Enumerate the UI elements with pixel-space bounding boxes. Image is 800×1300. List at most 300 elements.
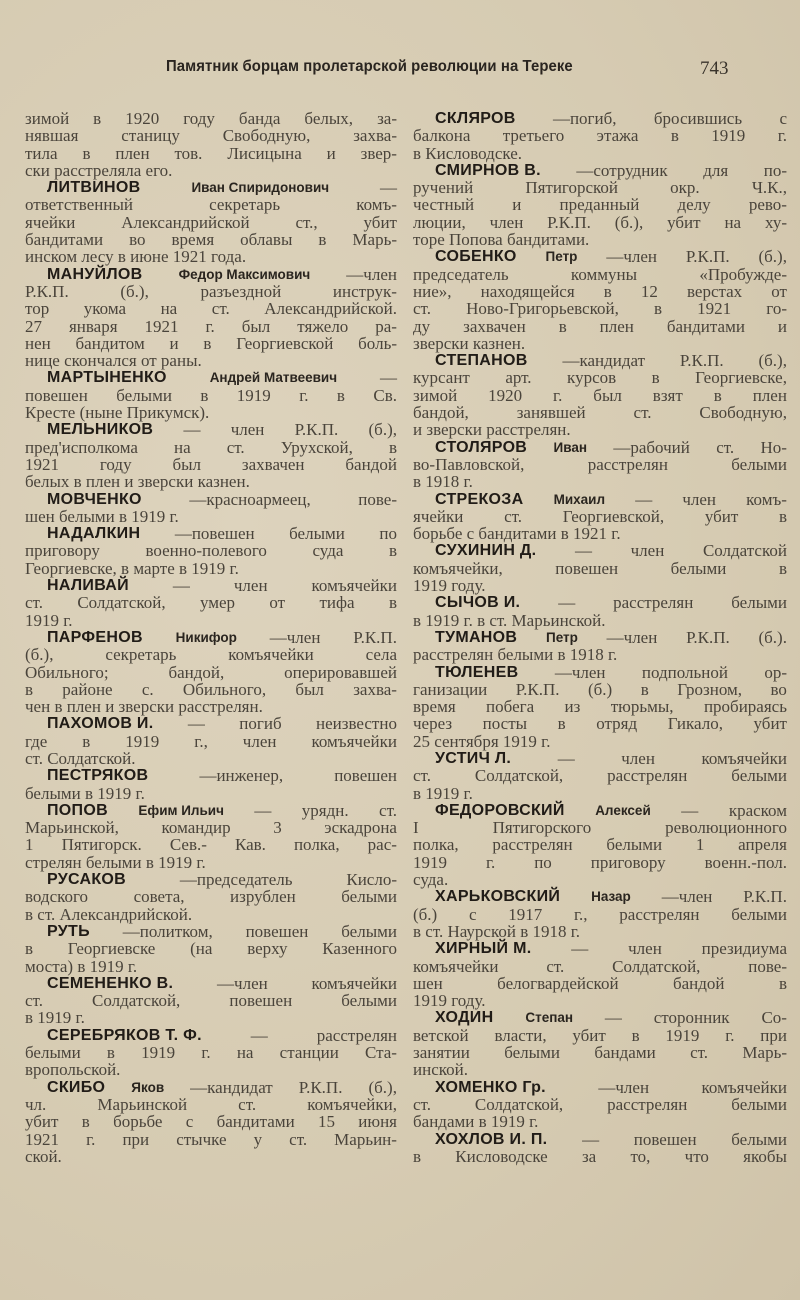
word: ра-: [375, 316, 397, 336]
word: пове-: [358, 489, 397, 509]
entry: [25, 802, 397, 871]
word: взят: [652, 385, 683, 405]
text-line: [413, 1079, 787, 1096]
word: Р.К.П.: [685, 247, 730, 267]
line-text: —кандидат: [190, 1077, 273, 1097]
word: был: [593, 385, 622, 405]
word: Кисловодске: [455, 1146, 548, 1166]
text-line: [25, 664, 397, 681]
word: убит: [753, 714, 787, 734]
word: облавы: [240, 230, 293, 250]
word: командир: [161, 818, 231, 838]
text-line: [413, 525, 787, 542]
text-line: [25, 888, 397, 905]
word: стычке: [176, 1129, 227, 1149]
line-text: инском лесу в июне 1921 года.: [25, 247, 247, 267]
line-text: ст.: [25, 991, 43, 1011]
word: был: [172, 454, 202, 474]
text-line: [25, 456, 397, 473]
text-line: [25, 836, 397, 853]
word: с: [468, 904, 477, 924]
entry-name: РУТЬ: [47, 922, 90, 940]
line-text: время: [413, 697, 456, 717]
text-line: [25, 1113, 397, 1130]
entry: [25, 491, 397, 526]
entry: [25, 975, 397, 1027]
word: в: [336, 385, 345, 405]
word: (б.): [587, 679, 613, 699]
word: якобы: [743, 1146, 787, 1166]
word: Но-: [760, 437, 787, 457]
word: член: [489, 212, 524, 232]
text-line: [413, 473, 787, 490]
line-text: —председатель: [179, 870, 293, 890]
line-text: в Кисловодске.: [413, 143, 522, 163]
word: Свободную,: [222, 126, 311, 146]
word: станицу: [121, 126, 180, 146]
text-line: [413, 992, 787, 1009]
word: комъячейки: [311, 731, 397, 751]
text-line: [25, 733, 397, 750]
line-text: 1919 году.: [413, 991, 486, 1011]
line-text: чен в плен и зверски расстрелян.: [25, 697, 263, 717]
word: 1919: [236, 385, 271, 405]
entry-given-name: Никифор: [175, 629, 237, 645]
entry: [413, 1079, 787, 1131]
word: Ч.К.,: [751, 178, 787, 198]
text-line: [413, 421, 787, 438]
text-line: [413, 681, 787, 698]
word: из: [564, 697, 581, 717]
text-line: [25, 352, 397, 369]
word: и: [777, 316, 787, 336]
line-text: и зверски расстрелян.: [413, 420, 571, 440]
word: расстрелян: [587, 454, 668, 474]
word: Кисло-: [346, 870, 397, 890]
word: ст.: [289, 1129, 308, 1149]
word: за: [581, 1146, 597, 1166]
word: Георгиевске: [67, 939, 156, 959]
text-line: [25, 975, 397, 992]
word: в: [653, 299, 663, 319]
line-text: —политком,: [122, 921, 213, 941]
word: белогвардейской: [497, 973, 619, 993]
line-text: полка,: [413, 835, 459, 855]
word: Гикало,: [667, 714, 723, 734]
line-text: Кресте (ныне Прикумск).: [25, 403, 210, 423]
word: Пятигорской: [525, 178, 619, 198]
word: расстрелян: [619, 904, 700, 924]
word: убит: [667, 212, 701, 232]
word: убит: [363, 212, 397, 232]
word: банда: [238, 109, 281, 128]
entry-name: СТРЕКОЗА: [435, 490, 524, 508]
line-text: белыми в 1919 г.: [25, 783, 145, 803]
line-text: ганизации: [413, 679, 488, 699]
line-text: в 1919 г. в ст. Марьинской.: [413, 610, 606, 630]
line-text: —: [250, 1025, 268, 1045]
word: по: [379, 524, 397, 544]
word: повешен: [555, 558, 619, 578]
word: комъячейки,: [307, 1094, 397, 1114]
word: у: [253, 1129, 263, 1149]
line-text: —: [187, 714, 205, 734]
word: на: [724, 212, 742, 232]
word: захвачен: [241, 454, 305, 474]
entry: [413, 802, 787, 888]
line-text: —: [380, 178, 397, 198]
word: (б.),: [368, 420, 397, 440]
word: убит: [704, 506, 739, 526]
word: тов.: [174, 143, 203, 163]
word: расстрелян: [492, 835, 573, 855]
word: ст.,: [295, 212, 318, 232]
word: Георгиевской: [236, 333, 334, 353]
line-text: нице скончался от раны.: [25, 351, 202, 371]
word: член: [630, 541, 665, 561]
line-text: ст.: [413, 299, 431, 319]
text-line: [413, 1096, 787, 1113]
line-text: —рабочий: [613, 437, 690, 457]
word: бандой,: [168, 662, 225, 682]
word: Р.К.П.: [679, 351, 724, 371]
word: расстрелян: [316, 1025, 397, 1045]
word: побега: [486, 697, 535, 717]
entry: [25, 767, 397, 802]
text-line: [413, 1009, 787, 1026]
line-text: —инженер,: [199, 766, 284, 786]
word: в: [558, 316, 567, 336]
word: (б.),: [368, 1077, 397, 1097]
word: в: [631, 1025, 640, 1045]
line-text: —член: [661, 887, 713, 907]
word: неизвестно: [316, 714, 397, 734]
word: Р.К.П.: [686, 627, 730, 647]
text-line: [413, 888, 787, 905]
word: «Пробужде-: [699, 264, 787, 284]
line-text: —: [571, 939, 589, 959]
line-text: в ст. Наурской в 1918 г.: [413, 921, 581, 941]
text-line: [25, 1027, 397, 1044]
text-line: [413, 1027, 787, 1044]
line-text: расстрелян белыми в 1918 г.: [413, 645, 618, 665]
text-line: [25, 819, 397, 836]
text-line: [413, 819, 787, 836]
left-column: [25, 110, 397, 1165]
word: в: [203, 333, 212, 353]
line-text: в 1919 г.: [413, 783, 473, 803]
entry-given-name: Назар: [591, 889, 631, 905]
entry: [25, 629, 397, 715]
text-line: [413, 560, 787, 577]
entry-given-name: Иван Спиридонович: [191, 180, 330, 196]
text-line: [413, 508, 787, 525]
word: в: [557, 714, 566, 734]
line-text: 1919 г.: [25, 610, 73, 630]
word: член: [242, 731, 277, 751]
text-line: [25, 750, 397, 767]
line-text: —член: [598, 1077, 650, 1097]
word: белыми: [731, 904, 787, 924]
word: делу: [677, 195, 711, 215]
text-line: [413, 871, 787, 888]
word: повешен: [334, 766, 397, 786]
text-line: [25, 958, 397, 975]
line-text: суда.: [413, 870, 449, 890]
line-text: ст.: [413, 1094, 431, 1114]
text-line: [25, 577, 397, 594]
line-text: в 1919 г.: [25, 1008, 85, 1028]
text-line: [25, 421, 397, 438]
word: погиб: [239, 714, 282, 734]
text-line: [25, 542, 397, 559]
line-text: 27: [25, 316, 42, 336]
entry-name: ФЕДОРОВСКИЙ: [435, 801, 565, 819]
text-line: [413, 162, 787, 179]
word: с: [185, 1112, 194, 1132]
text-line: [25, 525, 397, 542]
line-text: приговору: [25, 541, 100, 561]
text-line: [413, 335, 787, 352]
word: Пятигорск.: [61, 835, 142, 855]
line-text: —кандидат: [562, 351, 646, 371]
text-line: [25, 266, 397, 283]
line-text: —: [379, 368, 397, 388]
word: время: [171, 230, 215, 250]
word: ст.: [690, 1043, 709, 1063]
text-line: [413, 248, 787, 265]
line-text: где: [25, 731, 48, 751]
entry-name: ХОМЕНКО Гр.: [435, 1078, 546, 1096]
text-line: [25, 785, 397, 802]
entry-name: НАДАЛКИН: [47, 525, 141, 543]
word: ст.: [226, 437, 245, 457]
word: 1920: [125, 109, 160, 128]
entry-name: СМИРНОВ В.: [435, 161, 541, 179]
line-text: бандитами: [25, 230, 104, 250]
word: Ста-: [364, 1043, 397, 1063]
word: бандами: [594, 1043, 656, 1063]
word: арт.: [505, 368, 532, 388]
word: комъячейки: [311, 973, 397, 993]
entry: [413, 1009, 787, 1078]
word: в: [93, 109, 102, 128]
word: белых,: [304, 109, 354, 128]
line-text: белыми: [25, 1043, 81, 1063]
entry: [25, 525, 397, 577]
text-line: [413, 836, 787, 853]
text-line: [25, 906, 397, 923]
line-text: —повешен: [174, 524, 255, 544]
word: приговору: [590, 852, 666, 872]
text-line: [25, 214, 397, 231]
entry-name: ПЕСТРЯКОВ: [47, 767, 149, 785]
entry-name: СЫЧОВ И.: [435, 594, 521, 612]
entry-given-name: Иван: [553, 439, 588, 455]
entry: [413, 1131, 787, 1166]
text-line: [25, 854, 397, 871]
line-text: бандами в 1919 г.: [413, 1112, 539, 1132]
word: секретарь: [105, 645, 177, 665]
line-text: в: [25, 939, 34, 959]
text-line: [413, 1113, 787, 1130]
word: во: [770, 679, 787, 699]
line-text: ду: [413, 316, 431, 336]
entry-name: ПОПОВ: [47, 801, 108, 819]
word: комъячейки: [228, 645, 314, 665]
word: курсов: [567, 368, 617, 388]
word: боль-: [358, 333, 397, 353]
word: г.: [299, 385, 309, 405]
line-text: торе Попова бандитами.: [413, 230, 590, 250]
entry: [413, 542, 787, 594]
line-text: ски расстреляла его.: [25, 160, 173, 180]
entry-given-name: Алексей: [595, 802, 651, 818]
line-text: ской.: [25, 1146, 62, 1166]
text-line: [413, 923, 787, 940]
word: в: [82, 143, 91, 163]
text-line: [25, 767, 397, 784]
text-line: [25, 1096, 397, 1113]
line-text: 1921: [25, 454, 59, 474]
line-text: чл.: [25, 1094, 47, 1114]
word: захва-: [353, 126, 397, 146]
text-line: [25, 335, 397, 352]
word: станции: [279, 1043, 339, 1063]
text-line: [413, 577, 787, 594]
text-line: [25, 629, 397, 646]
line-text: —член: [606, 247, 658, 267]
line-text: —член: [606, 627, 658, 647]
line-text: комъячейки,: [413, 558, 503, 578]
word: Марьин-: [334, 1129, 397, 1149]
text-line: [413, 266, 787, 283]
word: тяжело: [297, 316, 349, 336]
word: 15: [317, 1112, 335, 1132]
entry-name: РУСАКОВ: [47, 871, 126, 889]
line-text: люции,: [413, 212, 466, 232]
text-line: [25, 698, 397, 715]
word: в: [81, 1112, 90, 1132]
word: белыми: [731, 593, 787, 613]
word: подпольной: [641, 662, 728, 682]
text-line: [413, 283, 787, 300]
entry-name: МАНУЙЛОВ: [47, 265, 143, 283]
word: эскадрона: [324, 818, 397, 838]
word: г.: [201, 1043, 211, 1063]
line-text: балкона: [413, 126, 471, 146]
word: в: [778, 973, 787, 993]
word: комъячейки: [701, 748, 787, 768]
word: 1: [695, 835, 705, 855]
word: по: [534, 852, 552, 872]
text-line: [25, 992, 397, 1009]
entry: [413, 888, 787, 940]
entry-name: СОБЕНКО: [435, 248, 517, 266]
word: Р.К.П.: [515, 679, 560, 699]
word: 1920: [488, 385, 523, 405]
line-text: —член: [554, 662, 606, 682]
word: г.: [205, 316, 215, 336]
word: Свободную,: [699, 403, 787, 423]
word: села: [365, 645, 397, 665]
word: белыми: [731, 454, 787, 474]
word: расстрелян: [607, 1094, 688, 1114]
word: (б.),: [758, 351, 787, 371]
text-line: [25, 940, 397, 957]
word: Георгиевской,: [562, 506, 665, 526]
line-text: —: [172, 576, 190, 596]
word: борьбе: [113, 1112, 163, 1132]
word: комъ-: [356, 195, 397, 215]
word: окр.: [670, 178, 700, 198]
line-text: ручений: [413, 178, 474, 198]
word: 12: [640, 281, 658, 301]
line-text: 1: [25, 835, 34, 855]
word: Р.К.П.: [743, 887, 787, 907]
text-line: [413, 439, 787, 456]
entry-name: МОВЧЕНКО: [47, 490, 142, 508]
line-text: —: [558, 593, 576, 613]
word: ст.: [238, 1094, 257, 1114]
word: г.,: [573, 904, 588, 924]
entry: [413, 491, 787, 543]
word: рево-: [748, 195, 787, 215]
word: Солдатской: [702, 541, 787, 561]
line-text: пред'исполкома: [25, 437, 138, 457]
entry: [413, 629, 787, 664]
text-line: [413, 940, 787, 957]
word: урядн.: [301, 800, 349, 820]
entry: [413, 352, 787, 438]
entry: [25, 1027, 397, 1079]
text-line: [25, 508, 397, 525]
word: секретарь: [209, 195, 281, 215]
word: в: [318, 230, 327, 250]
word: г.: [86, 1129, 96, 1149]
word: краском: [728, 800, 787, 820]
word: в: [200, 385, 209, 405]
word: коммуны: [570, 264, 638, 284]
word: белыми: [731, 766, 787, 786]
text-line: [413, 854, 787, 871]
text-line: [25, 473, 397, 490]
word: 1919: [711, 126, 746, 146]
text-line: [413, 715, 787, 732]
line-text: —: [681, 800, 699, 820]
text-line: [25, 612, 397, 629]
word: Солдатской,: [92, 991, 181, 1011]
line-text: во-Павловской,: [413, 454, 525, 474]
word: бандитом: [75, 333, 145, 353]
word: убит: [572, 1025, 606, 1045]
word: посты: [482, 714, 528, 734]
word: белыми: [341, 991, 397, 1011]
line-text: через: [413, 714, 453, 734]
text-line: [25, 681, 397, 698]
line-text: —: [254, 800, 272, 820]
entry: [25, 266, 397, 370]
word: рас-: [367, 835, 397, 855]
entry-name: МАРТЫНЕНКО: [47, 369, 167, 387]
line-text: 1919 году.: [413, 576, 486, 596]
word: в: [603, 281, 612, 301]
text-line: [25, 196, 397, 213]
entry-name: ПАХОМОВ И.: [47, 715, 154, 733]
word: бандитами: [666, 316, 745, 336]
line-text: Марьинской,: [25, 818, 119, 838]
entry: [413, 439, 787, 491]
